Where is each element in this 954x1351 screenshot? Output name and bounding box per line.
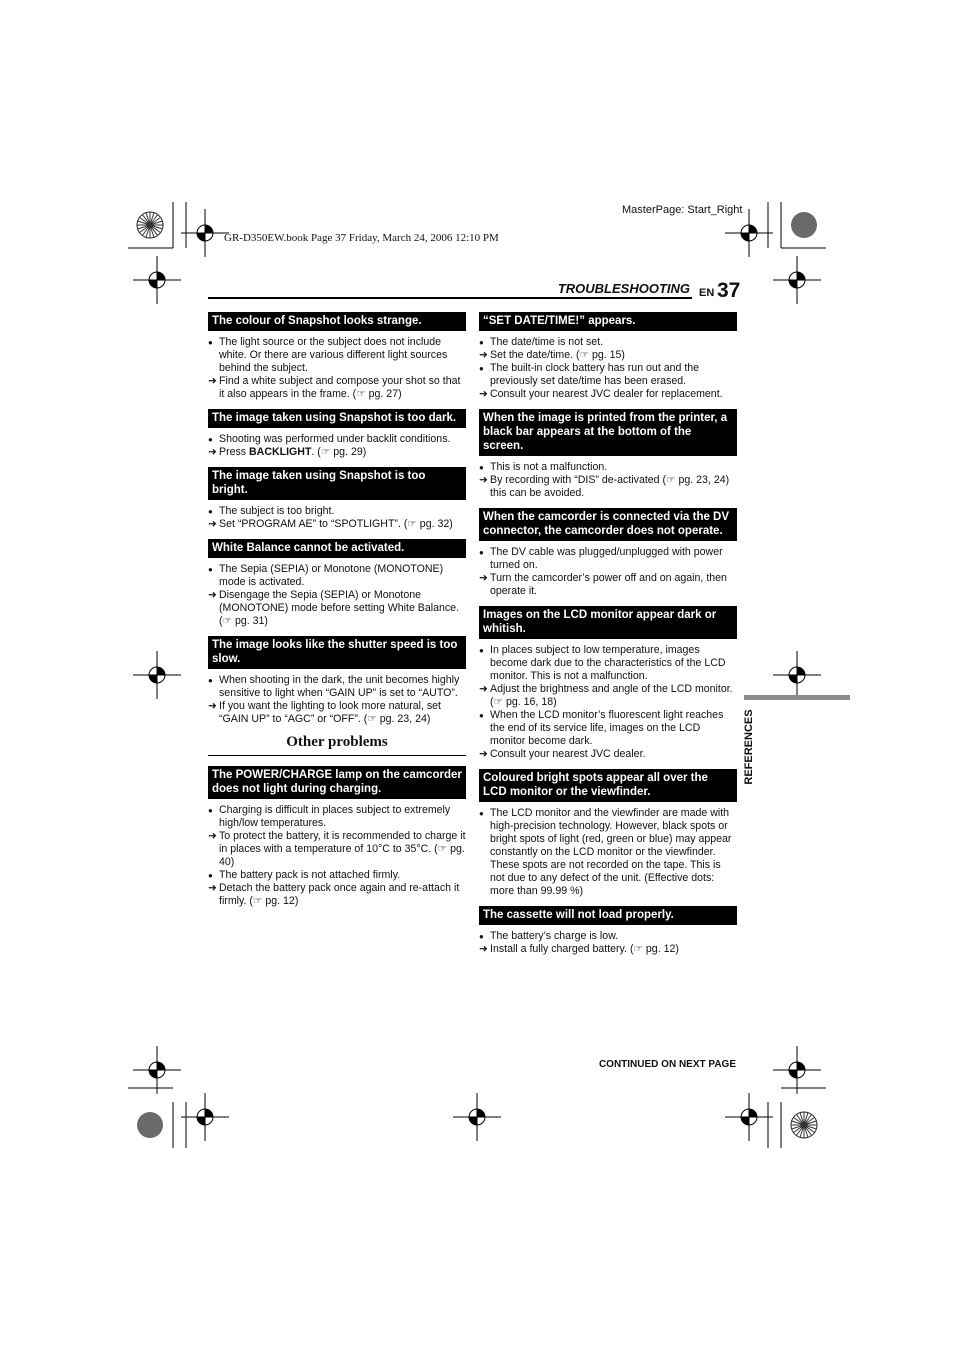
problem-block [208,539,466,628]
arrow-icon: ➜ [208,589,217,601]
problem-block [479,606,737,761]
item-text: By recording with “DIS” de-activated (☞ pg. 23, 24) this can be avoided. [490,474,730,499]
problem-block [479,906,737,956]
list-item [208,336,466,375]
problem-block [208,409,466,459]
item-text: The battery’s charge is low. [490,930,619,942]
problem-title: The image looks like the shutter speed is too slow. [208,636,466,669]
item-text: This is not a malfunction. [490,461,608,473]
list-item [479,349,737,362]
list-item [479,644,737,683]
continued-note: CONTINUED ON NEXT PAGE [598,1059,736,1070]
arrow-icon: ➜ [479,683,488,695]
arrow-icon: ➜ [479,388,488,400]
problem-title: Coloured bright spots appear all over the LCD monitor or the viewfinder. [479,769,737,802]
bullet-icon: ● [208,676,213,685]
item-text: The subject is too bright. [219,505,335,517]
problem-title: The image taken using Snapshot is too bright. [208,467,466,500]
item-text: The DV cable was plugged/unplugged with power turned on. [490,546,723,571]
arrow-icon: ➜ [208,830,217,842]
list-item [479,709,737,748]
arrow-icon: ➜ [208,518,217,530]
section-title: TROUBLESHOOTING [557,281,690,296]
item-text: The built-in clock battery has run out and the previously set date/time has been erased. [490,362,700,387]
list-item [208,830,466,869]
problem-block [208,312,466,401]
problem-title: The colour of Snapshot looks strange. [208,312,466,331]
bullet-icon: ● [479,646,484,655]
list-item [479,748,737,761]
item-text-bold: BACKLIGHT [249,446,312,458]
item-text: When shooting in the dark, the unit becomes highly sensitive to light when “GAIN UP” is set to “AUTO”. [219,674,460,699]
item-text: To protect the battery, it is recommended to charge it in places with a temperature of 10°C to 35°C. (☞ pg. 40) [219,830,466,868]
list-item [479,461,737,474]
arrow-icon: ➜ [208,882,217,894]
item-text: . (☞ pg. 29) [311,446,367,458]
file-info-line: GR-D350EW.book Page 37 Friday, March 24, 2006 12:10 PM [224,232,499,244]
list-item [208,433,466,446]
list-item [479,388,737,401]
bullet-icon: ● [208,435,213,444]
list-item [208,375,466,401]
item-text: Press [219,446,250,458]
item-text: Set “PROGRAM AE” to “SPOTLIGHT”. (☞ pg. 32) [219,518,453,530]
page-number: 37 [717,279,741,302]
problem-title: “SET DATE/TIME!” appears. [479,312,737,331]
arrow-icon: ➜ [208,700,217,712]
bullet-icon: ● [208,507,213,516]
list-item [479,930,737,943]
list-item [479,336,737,349]
problem-block [208,636,466,726]
item-text: Consult your nearest JVC dealer for replacement. [490,388,723,400]
list-item [479,546,737,572]
item-text: In places subject to low temperature, images become dark due to the characteristics of the LCD monitor. This is not a malfunction. [490,644,726,682]
problem-title: When the image is printed from the printer, a black bar appears at the bottom of the screen. [479,409,737,456]
arrow-icon: ➜ [479,943,488,955]
item-text: Disengage the Sepia (SEPIA) or Monotone (MONOTONE) mode before setting White Balance. (☞ pg. 31) [219,589,460,627]
item-text: When the LCD monitor’s fluorescent light reaches the end of its service life, images on the LCD monitor become dark. [490,709,724,747]
bullet-icon: ● [479,364,484,373]
header-rule [208,297,692,299]
item-text: Shooting was performed under backlit conditions. [219,433,451,445]
problem-title: Images on the LCD monitor appear dark or whitish. [479,606,737,639]
list-item [208,700,466,726]
problem-block [208,467,466,531]
item-text: Find a white subject and compose your shot so that it also appears in the frame. (☞ pg. 27) [219,375,461,400]
item-text: Detach the battery pack once again and re-attach it firmly. (☞ pg. 12) [219,882,460,907]
problem-block [479,508,737,598]
item-text: Adjust the brightness and angle of the LCD monitor. (☞ pg. 16, 18) [490,683,733,708]
list-item [208,589,466,628]
bullet-icon: ● [479,809,484,818]
problem-title: The cassette will not load properly. [479,906,737,925]
item-text: The battery pack is not attached firmly. [219,869,401,881]
side-tab-bar [744,695,850,700]
arrow-icon: ➜ [208,446,217,458]
list-item [208,505,466,518]
list-item [208,446,466,459]
list-item [208,882,466,908]
list-item [479,943,737,956]
side-tab-label: REFERENCES [743,709,755,785]
item-text: Consult your nearest JVC dealer. [490,748,646,760]
bullet-icon: ● [479,338,484,347]
problem-block [479,769,737,898]
item-text: Turn the camcorder’s power off and on again, then operate it. [490,572,727,597]
list-item [479,572,737,598]
side-tab [729,707,769,787]
master-page-label: MasterPage: Start_Right [622,204,743,216]
bullet-icon: ● [208,806,213,815]
language-code: EN [699,287,715,299]
right-column [479,312,737,964]
problem-title: The POWER/CHARGE lamp on the camcorder does not light during charging. [208,766,466,799]
list-item [208,518,466,531]
right-problem-list [479,312,737,956]
left-problem-list [208,312,466,726]
item-text: If you want the lighting to look more natural, set “GAIN UP” to “AGC” or “OFF”. (☞ pg. 23, 24) [219,700,442,725]
item-text: Set the date/time. (☞ pg. 15) [490,349,625,361]
bullet-icon: ● [208,565,213,574]
item-text: Charging is difficult in places subject to extremely high/low temperatures. [219,804,451,829]
arrow-icon: ➜ [479,474,488,486]
item-text: The Sepia (SEPIA) or Monotone (MONOTONE) mode is activated. [219,563,444,588]
bullet-icon: ● [479,711,484,720]
bullet-icon: ● [208,871,213,880]
left-column [208,312,466,916]
bullet-icon: ● [479,548,484,557]
item-text: The light source or the subject does not include white. Or there are various different light sources behind the subject. [219,336,448,374]
arrow-icon: ➜ [479,349,488,361]
arrow-icon: ➜ [479,572,488,584]
other-problems-list [208,766,466,908]
list-item [479,683,737,709]
bullet-icon: ● [479,463,484,472]
list-item [479,807,737,898]
list-item [208,804,466,830]
bullet-icon: ● [208,338,213,347]
bullet-icon: ● [479,932,484,941]
arrow-icon: ➜ [208,375,217,387]
problem-title: The image taken using Snapshot is too dark. [208,409,466,428]
item-text: The LCD monitor and the viewfinder are made with high-precision technology. However, black spots or bright spots of light (red, green or blue) may appear constantly on the LCD monitor or the viewfinder. These spots are not recorded on the tape. This is not due to any defect of the unit. (Effective dots: more than 99.99 %) [490,807,732,897]
problem-block [479,409,737,500]
item-text: The date/time is not set. [490,336,604,348]
problem-block [479,312,737,401]
other-problems-heading: Other problems [208,734,466,756]
list-item [479,362,737,388]
list-item [208,674,466,700]
list-item [208,563,466,589]
problem-title: When the camcorder is connected via the DV connector, the camcorder does not operate. [479,508,737,541]
list-item [208,869,466,882]
problem-title: White Balance cannot be activated. [208,539,466,558]
arrow-icon: ➜ [479,748,488,760]
problem-block [208,766,466,908]
item-text: Install a fully charged battery. (☞ pg. 12) [490,943,679,955]
list-item [479,474,737,500]
